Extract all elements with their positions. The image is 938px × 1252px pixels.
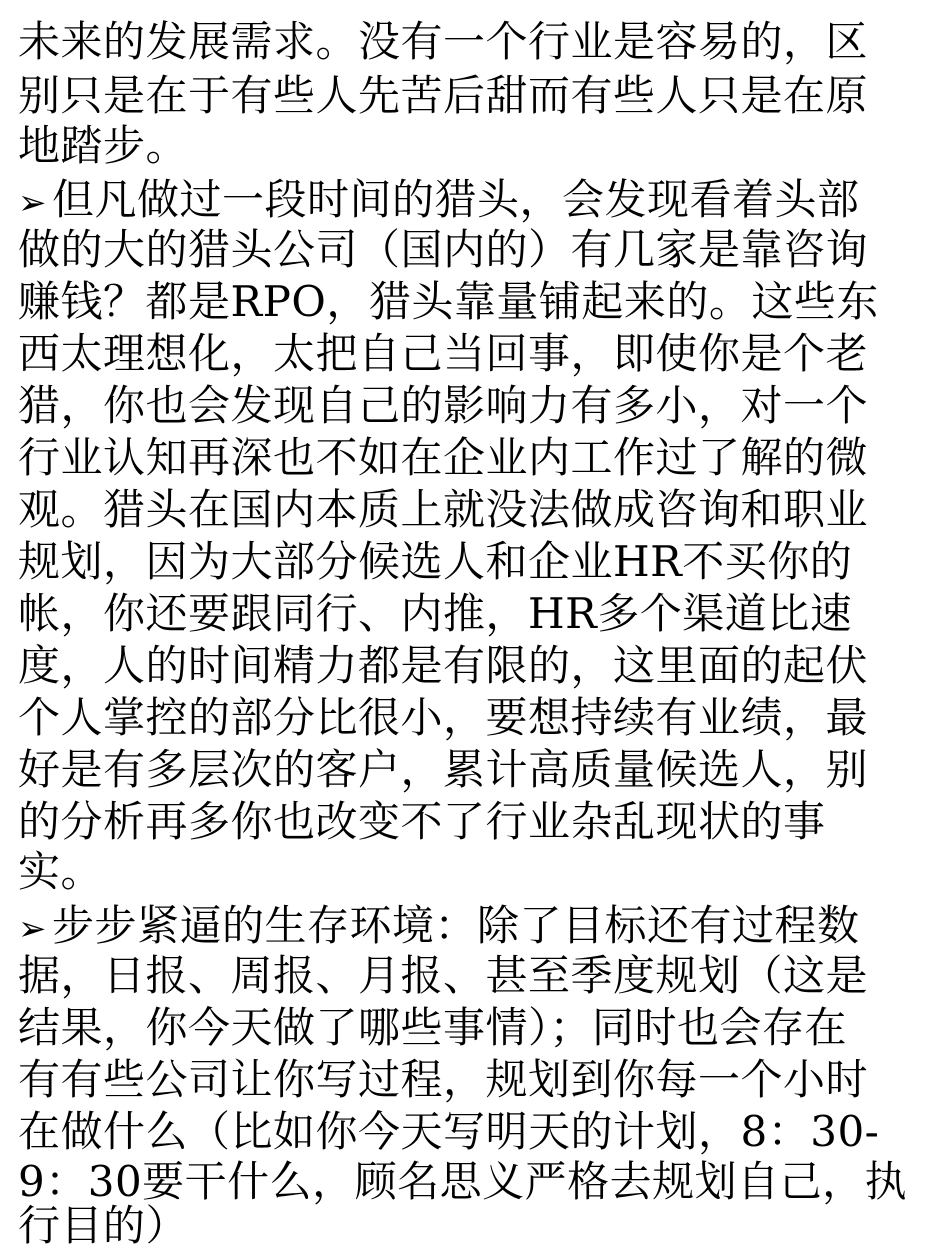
text-line: 9：30要干什么，顾名思义严格去规划自己，执 <box>18 1157 908 1206</box>
text-segment: 但凡做过一段时间的猎头，会发现看着头部 <box>52 175 860 224</box>
bullet-arrow-icon: ➢ <box>18 909 47 949</box>
text-line: 的分析再多你也改变不了行业杂乱现状的事 <box>18 797 826 846</box>
text-line: 规划，因为大部分候选人和企业HR不买你的 <box>18 537 853 586</box>
text-line: 据，日报、周报、月报、甚至季度规划（这是 <box>18 951 869 1000</box>
text-line: 西太理想化，太把自己当回事，即使你是个老 <box>18 329 869 378</box>
text-line: 个人掌控的部分比很小，要想持续有业绩，最 <box>18 693 869 742</box>
text-line: 有有些公司让你写过程，规划到你每一个小时 <box>18 1055 869 1104</box>
text-line: 地踏步。 <box>18 121 189 170</box>
text-line: 做的大的猎头公司（国内的）有几家是靠咨询 <box>18 225 869 274</box>
text-line: 好是有多层次的客户，累计高质量候选人，别 <box>18 745 869 794</box>
text-line: 帐，你还要跟同行、内推，HR多个渠道比速 <box>18 589 853 638</box>
text-line: 结果，你今天做了哪些事情）；同时也会存在 <box>18 1003 848 1052</box>
text-line: 未来的发展需求。没有一个行业是容易的，区 <box>18 17 869 66</box>
text-line: 别只是在于有些人先苦后甜而有些人只是在原 <box>18 71 869 120</box>
text-line: 行目的） <box>18 1201 189 1250</box>
bullet-arrow-icon: ➢ <box>18 183 47 223</box>
bullet-line <box>18 174 860 226</box>
text-line: 行业认知再深也不如在企业内工作过了解的微 <box>18 433 869 482</box>
text-line: 在做什么（比如你今天写明天的计划，8：30- <box>18 1107 880 1156</box>
bullet-line <box>18 900 860 952</box>
text-line: 观。猎头在国内本质上就没法做成咨询和职业 <box>18 485 869 534</box>
text-line: 猎，你也会发现自己的影响力有多小，对一个 <box>18 381 869 430</box>
text-line: 赚钱？都是RPO，猎头靠量铺起来的。这些东 <box>18 277 879 326</box>
text-line: 度，人的时间精力都是有限的，这里面的起伏 <box>18 641 869 690</box>
text-line: 实。 <box>18 847 104 896</box>
text-segment: 步步紧逼的生存环境：除了目标还有过程数 <box>52 901 860 950</box>
